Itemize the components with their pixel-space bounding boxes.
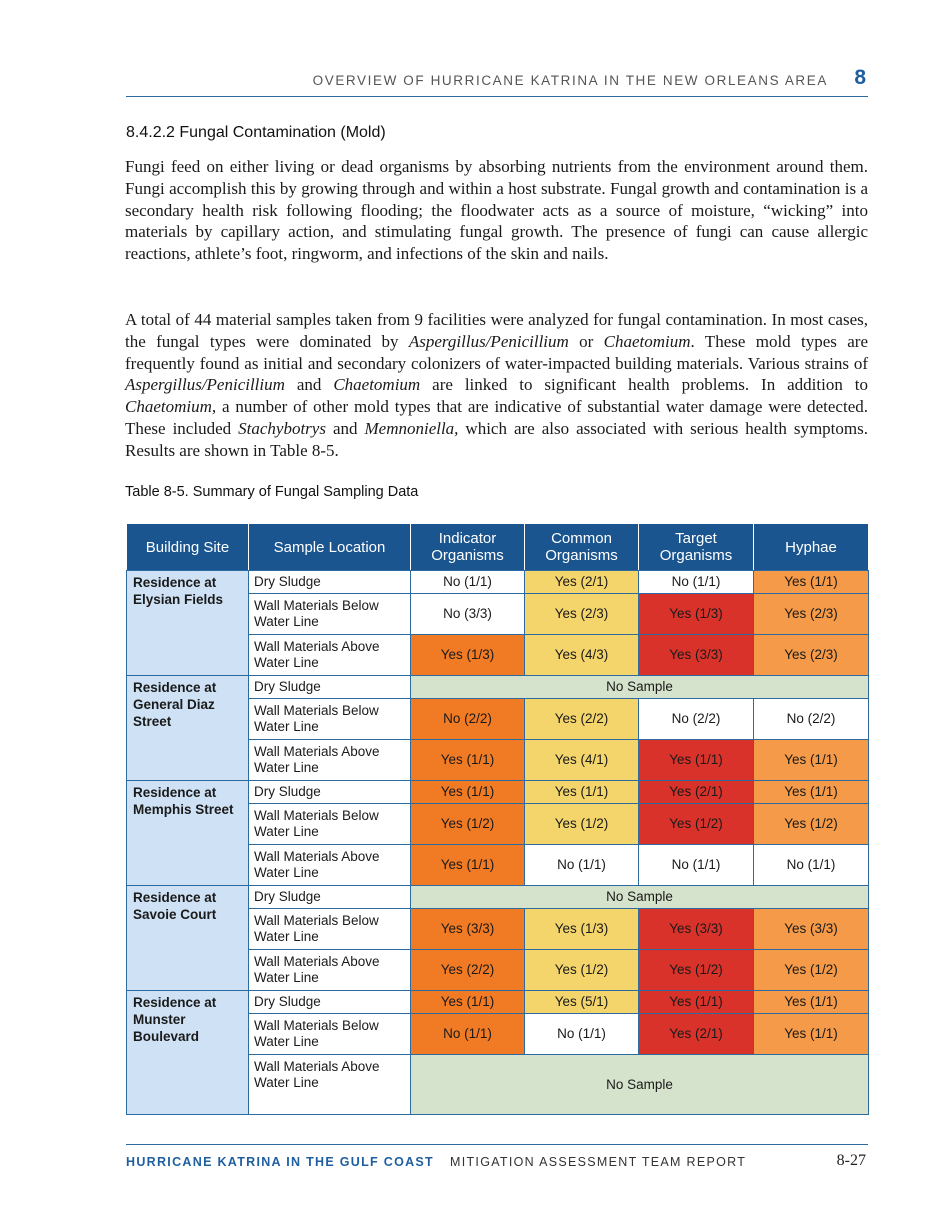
hyphae-cell: Yes (3/3) (754, 909, 869, 950)
common-cell: Yes (1/1) (525, 781, 639, 804)
text-run: and (325, 418, 365, 438)
hyphae-cell: Yes (1/1) (754, 571, 869, 594)
indicator-cell: Yes (1/1) (411, 740, 525, 781)
common-cell: Yes (2/2) (525, 699, 639, 740)
indicator-cell: No (3/3) (411, 594, 525, 635)
building-site-cell: Residence at General Diaz Street (127, 676, 249, 781)
building-site-cell: Residence at Memphis Street (127, 781, 249, 886)
italic-term: Stachybotrys (238, 418, 326, 438)
sample-location-cell: Dry Sludge (249, 571, 411, 594)
target-cell: No (2/2) (639, 699, 754, 740)
sample-location-cell: Dry Sludge (249, 676, 411, 699)
target-cell: Yes (2/1) (639, 781, 754, 804)
sample-location-cell: Wall Materials Above Water Line (249, 950, 411, 991)
indicator-cell: No (2/2) (411, 699, 525, 740)
text-run: or (568, 331, 604, 351)
running-header (126, 64, 868, 97)
sample-location-cell: Wall Materials Above Water Line (249, 740, 411, 781)
common-cell: Yes (4/1) (525, 740, 639, 781)
target-cell: No (1/1) (639, 845, 754, 886)
col-header-building-site: Building Site (127, 524, 249, 571)
hyphae-cell: Yes (2/3) (754, 635, 869, 676)
italic-term: Aspergillus/Penicillium (125, 375, 285, 395)
col-header-common-organisms: Common Organisms (525, 524, 639, 571)
no-sample-cell: No Sample (411, 1055, 869, 1115)
italic-term: Aspergillus/Penicillium (408, 331, 569, 351)
paragraph-results (125, 309, 868, 462)
italic-term: Chaetomium (603, 331, 691, 351)
building-site-cell: Residence at Elysian Fields (127, 571, 249, 676)
text-run: and (284, 375, 334, 395)
indicator-cell: No (1/1) (411, 1014, 525, 1055)
table-caption: Table 8-5. Summary of Fungal Sampling Data (125, 484, 419, 500)
indicator-cell: Yes (1/1) (411, 781, 525, 804)
italic-term: Chaetomium (333, 375, 421, 395)
target-cell: Yes (2/1) (639, 1014, 754, 1055)
common-cell: Yes (2/3) (525, 594, 639, 635)
indicator-cell: Yes (3/3) (411, 909, 525, 950)
hyphae-cell: Yes (1/1) (754, 740, 869, 781)
no-sample-cell: No Sample (411, 886, 869, 909)
col-header-hyphae: Hyphae (754, 524, 869, 571)
italic-term: Chaetomium (125, 397, 212, 417)
hyphae-cell: No (2/2) (754, 699, 869, 740)
text-run: , a number of other mold types that are indicative of substantial water damage were detected. These included (125, 397, 868, 438)
hyphae-cell: Yes (1/1) (754, 781, 869, 804)
sample-location-cell: Dry Sludge (249, 991, 411, 1014)
target-cell: Yes (1/2) (639, 950, 754, 991)
sample-location-cell: Dry Sludge (249, 781, 411, 804)
section-title: 8.4.2.2 Fungal Contamination (Mold) (126, 124, 386, 141)
paragraph-intro: Fungi feed on either living or dead organisms by absorbing nutrients from the environment around them. Fungi accomplish this by growing through and within a host substrate. Fungal growth and contamination is a secondary health risk following flooding; the floodwater acts as a source of moisture, “wicking” into materials by capillary action, and stimulating fungal growth. The presence of fungi can cause allergic reactions, athlete’s foot, ringworm, and infections of the skin and nails. (125, 157, 868, 264)
sample-location-cell: Dry Sludge (249, 886, 411, 909)
target-cell: Yes (1/3) (639, 594, 754, 635)
building-site-cell: Residence at Munster Boulevard (127, 991, 249, 1115)
hyphae-cell: No (1/1) (754, 845, 869, 886)
col-header-indicator-organisms: Indicator Organisms (411, 524, 525, 571)
sample-location-cell: Wall Materials Above Water Line (249, 635, 411, 676)
table-row (127, 571, 869, 594)
indicator-cell: No (1/1) (411, 571, 525, 594)
hyphae-cell: Yes (1/1) (754, 991, 869, 1014)
page-number: 8-27 (836, 1152, 866, 1169)
sample-location-cell: Wall Materials Below Water Line (249, 1014, 411, 1055)
table-row (127, 991, 869, 1014)
footer-publication-title: HURRICANE KATRINA IN THE GULF COAST (126, 1155, 434, 1169)
hyphae-cell: Yes (2/3) (754, 594, 869, 635)
target-cell: No (1/1) (639, 571, 754, 594)
table-row (127, 781, 869, 804)
table-row (127, 676, 869, 699)
running-footer (126, 1144, 868, 1171)
italic-term: Memnoniella, (364, 418, 459, 438)
common-cell: Yes (5/1) (525, 991, 639, 1014)
col-header-target-organisms: Target Organisms (639, 524, 754, 571)
chapter-number: 8 (854, 66, 866, 89)
sample-location-cell: Wall Materials Below Water Line (249, 909, 411, 950)
target-cell: Yes (1/2) (639, 804, 754, 845)
target-cell: Yes (3/3) (639, 635, 754, 676)
common-cell: Yes (1/3) (525, 909, 639, 950)
table-header-row (127, 524, 869, 571)
sample-location-cell: Wall Materials Above Water Line (249, 1055, 411, 1115)
common-cell: No (1/1) (525, 1014, 639, 1055)
fungal-sampling-table (126, 523, 869, 1115)
indicator-cell: Yes (1/1) (411, 845, 525, 886)
col-header-sample-location: Sample Location (249, 524, 411, 571)
common-cell: No (1/1) (525, 845, 639, 886)
hyphae-cell: Yes (1/2) (754, 950, 869, 991)
text-run: which are also associated with serious health symptoms. Results are shown in Table 8-5. (125, 418, 868, 460)
hyphae-cell: Yes (1/2) (754, 804, 869, 845)
indicator-cell: Yes (1/1) (411, 991, 525, 1014)
text-run: are linked to significant health problems. In addition to (420, 375, 868, 395)
common-cell: Yes (2/1) (525, 571, 639, 594)
indicator-cell: Yes (2/2) (411, 950, 525, 991)
target-cell: Yes (3/3) (639, 909, 754, 950)
common-cell: Yes (1/2) (525, 950, 639, 991)
target-cell: Yes (1/1) (639, 991, 754, 1014)
sample-location-cell: Wall Materials Below Water Line (249, 699, 411, 740)
indicator-cell: Yes (1/2) (411, 804, 525, 845)
sample-location-cell: Wall Materials Below Water Line (249, 594, 411, 635)
common-cell: Yes (4/3) (525, 635, 639, 676)
no-sample-cell: No Sample (411, 676, 869, 699)
building-site-cell: Residence at Savoie Court (127, 886, 249, 991)
target-cell: Yes (1/1) (639, 740, 754, 781)
header-title: OVERVIEW OF HURRICANE KATRINA IN THE NEW ORLEANS AREA (312, 73, 828, 88)
common-cell: Yes (1/2) (525, 804, 639, 845)
indicator-cell: Yes (1/3) (411, 635, 525, 676)
table-row (127, 886, 869, 909)
sample-location-cell: Wall Materials Below Water Line (249, 804, 411, 845)
text-run: . These mold types are frequently found as initial and secondary colonizers of water-impacted building materials. Various strains of (125, 331, 868, 373)
text-run: A total of 44 material samples taken from 9 facilities were analyzed for fungal contamination. In most cases, the fungal types were dominated by (125, 310, 868, 351)
sample-location-cell: Wall Materials Above Water Line (249, 845, 411, 886)
footer-report-name: MITIGATION ASSESSMENT TEAM REPORT (450, 1155, 747, 1169)
hyphae-cell: Yes (1/1) (754, 1014, 869, 1055)
